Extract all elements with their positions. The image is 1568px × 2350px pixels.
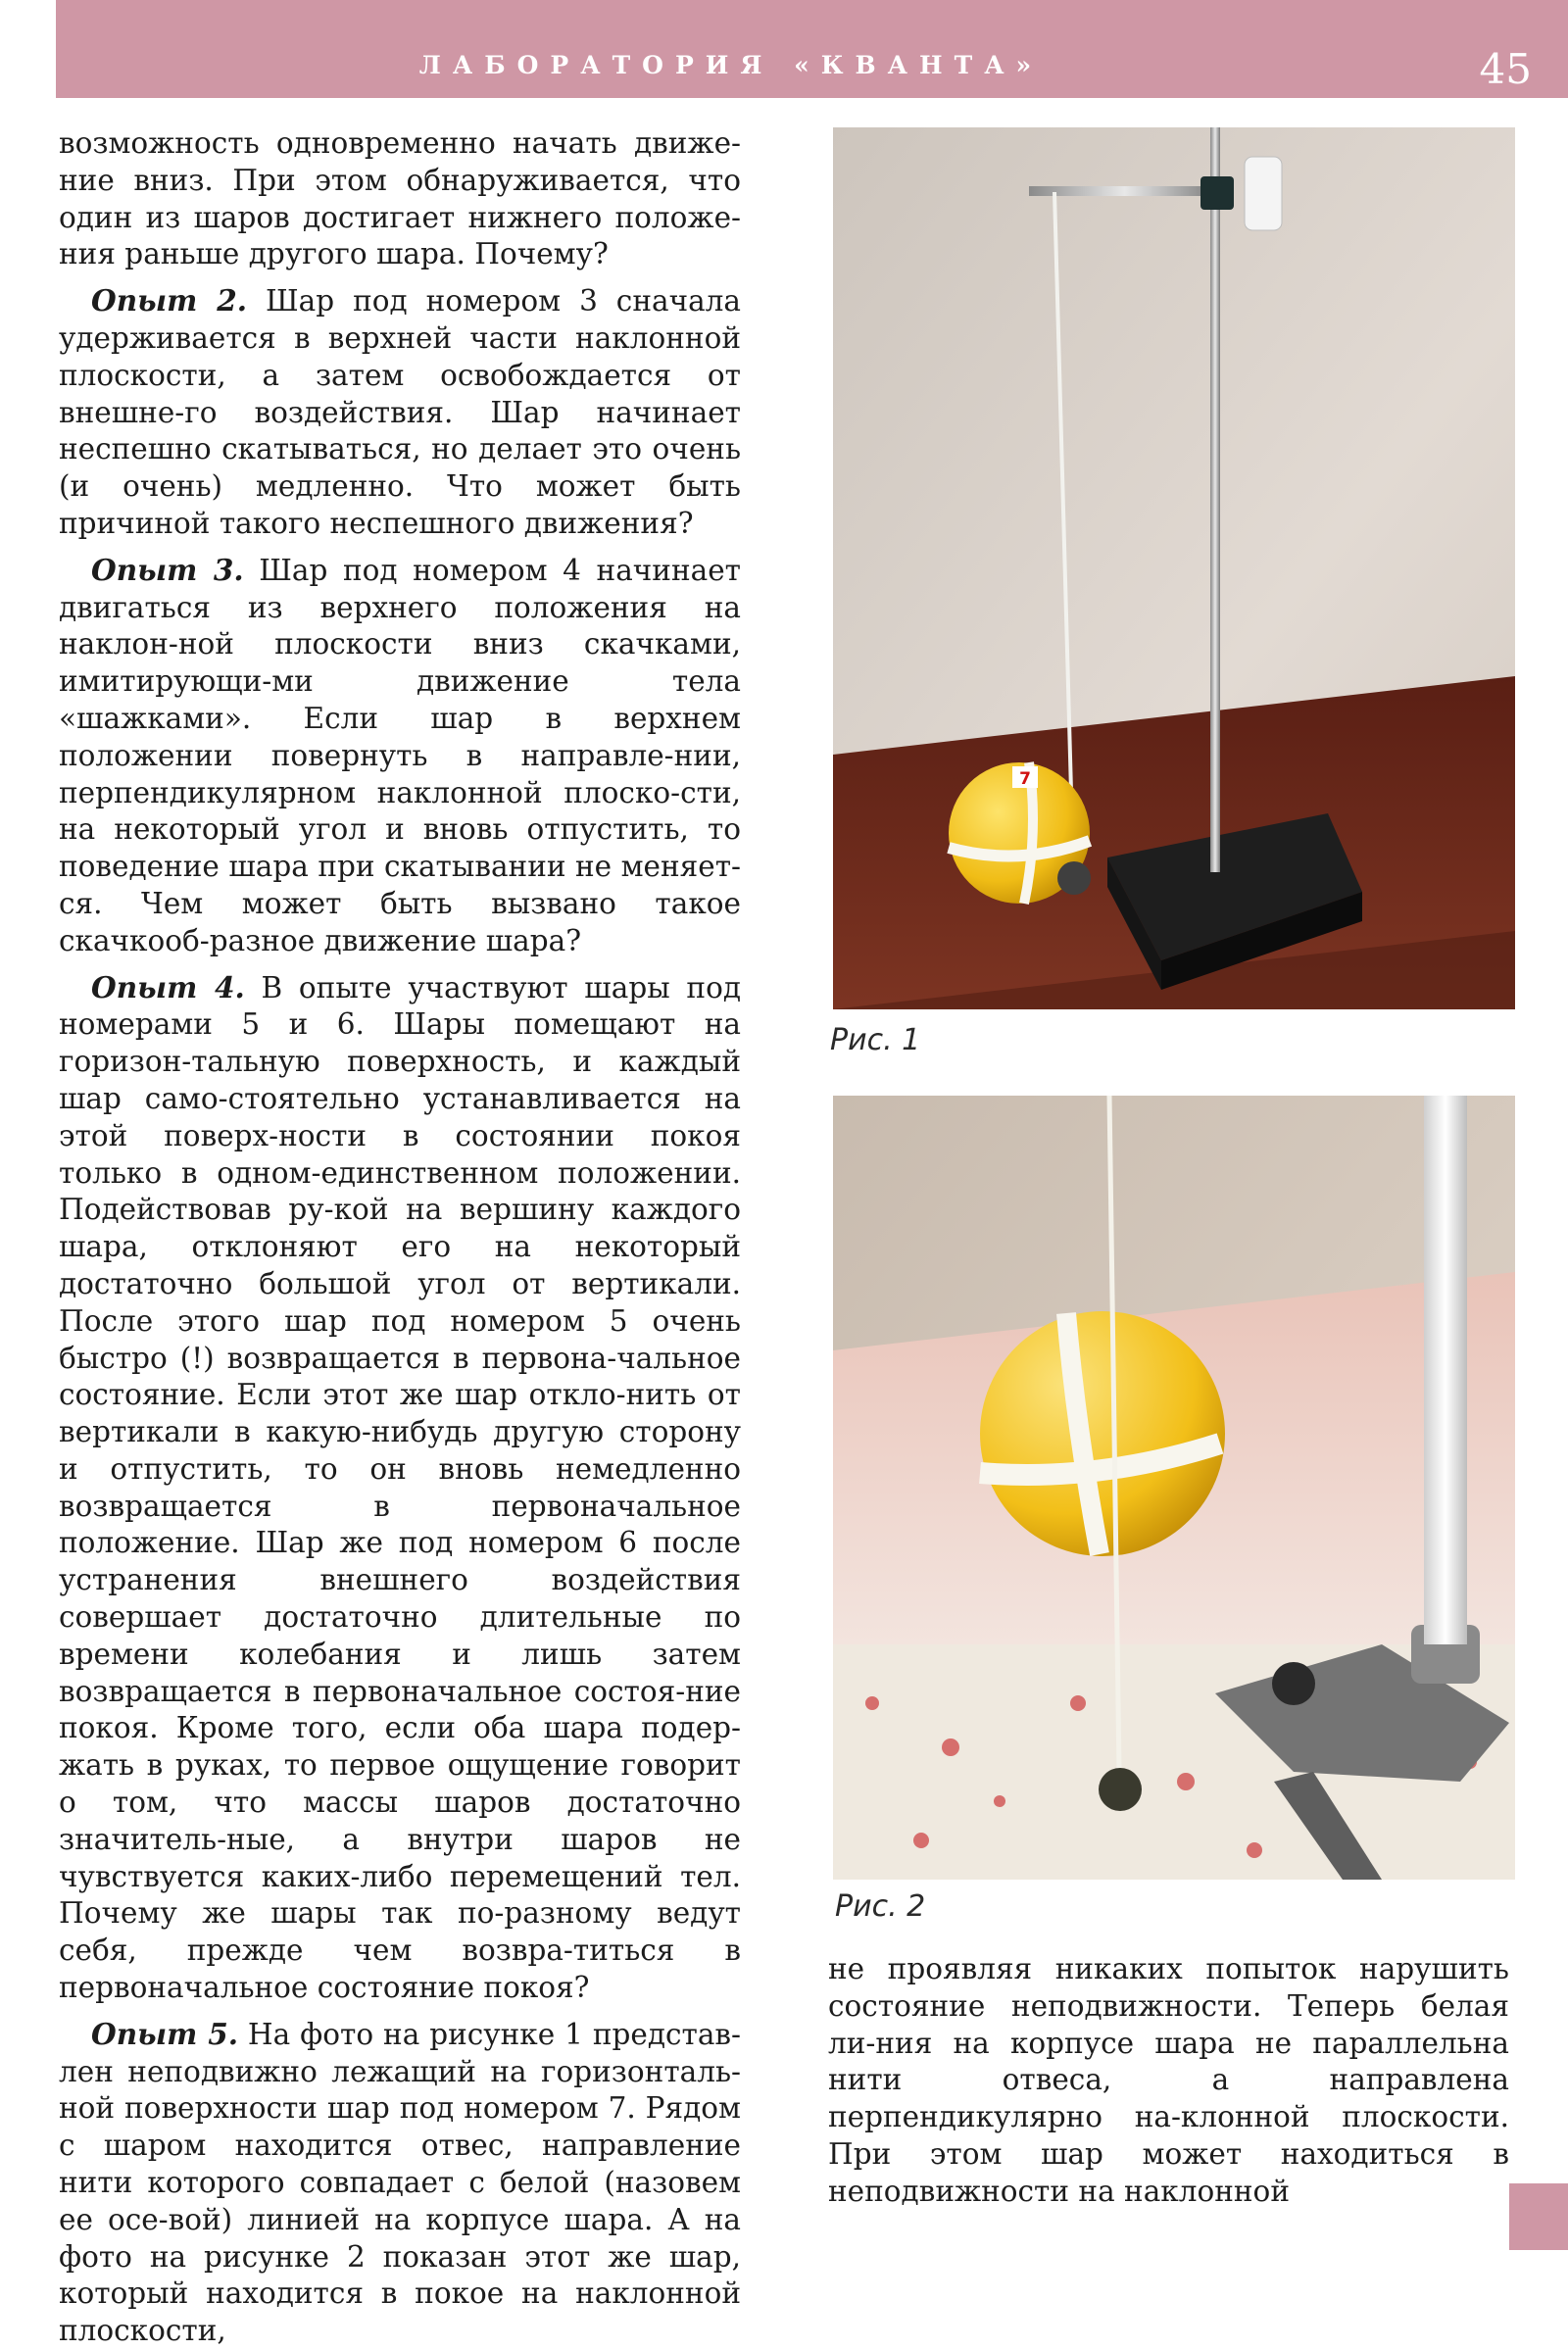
paragraph-experiment-5 <box>59 2016 741 2350</box>
figure-2-illustration <box>833 1096 1515 1880</box>
experiment-label: Опыт 2. <box>91 283 248 318</box>
page-header <box>56 0 1568 98</box>
figure-2-caption: Рис. 2 <box>835 1889 926 1924</box>
left-column <box>59 125 741 2350</box>
paragraph-continuation <box>828 1951 1509 2211</box>
page-corner-tab <box>1509 2183 1568 2250</box>
plumb-bob <box>1057 861 1091 895</box>
clamp-knob <box>1245 157 1282 230</box>
paragraph-text: Шар под номером 3 сначала удерживается в верхней части наклонной плоскости, а затем освобождается от внешне-го воздействия. Шар начинает неспешно скатываться, но делает это очень (и очень) медленно. Что может быть причиной такого неспешного движения? <box>59 284 741 540</box>
stand-arm <box>1029 186 1220 196</box>
paragraph-experiment-4 <box>59 969 741 2007</box>
paragraph-text: В опыте участвуют шары под номерами 5 и 6. Шары помещают на горизон-тальную поверхность, и каждый шар само-стоятельно устанавливается на этой поверх-ности в состоянии покоя только в одном-единственном положении. Подействовав ру-кой на вершину каждого шара, отклоняют его на некоторый достаточно большой угол от вертикали. После этого шар под номером 5 очень быстро (!) возвращается в первона-чальное состояние. Если этот же шар откло-нить от вертикали в какую-нибудь другую сторону и отпустить, то он вновь немедленно возвращается в первоначальное положение. Шар же под номером 6 после устранения внешнего воздействия совершает достаточно длительные по времени колебания и лишь затем возвращается в первоначальное состоя-ние покоя. Кроме того, если оба шара подер-жать в руках, то первое ощущение говорит о том, что массы шаров достаточно значитель-ные, а внутри шаров не чувствуется каких-либо перемещений тел. Почему же шары так по-разному ведут себя, прежде чем возвра-титься в первоначальное состояние покоя? <box>59 970 741 2005</box>
plumb-bob <box>1099 1768 1142 1811</box>
experiment-label: Опыт 3. <box>91 552 244 587</box>
paragraph-experiment-2 <box>59 282 741 543</box>
figure-1-caption: Рис. 1 <box>830 1023 921 1057</box>
experiment-label: Опыт 4. <box>91 969 245 1004</box>
figure-1-illustration <box>833 127 1515 1009</box>
experiment-label: Опыт 5. <box>91 2016 238 2051</box>
stand-clamp <box>1200 176 1234 210</box>
stand-screw <box>1272 1662 1315 1705</box>
stand-pole <box>1424 1096 1467 1644</box>
page-number: 45 <box>1479 45 1532 93</box>
figure-2-photo <box>833 1096 1515 1880</box>
figure-1-photo <box>833 127 1515 1009</box>
paragraph-text: На фото на рисунке 1 представ-лен неподвижно лежащий на горизонталь-ной поверхности шар под номером 7. Рядом с шаром находится отвес, направление нити которого совпадает с белой (назовем ее осе-вой) линией на корпусе шара. А на фото на рисунке 2 показан этот же шар, который находится в покое на наклонной плоскости, <box>59 2017 741 2348</box>
stand-rod <box>1210 127 1220 872</box>
paragraph-continuation <box>59 125 741 273</box>
ball-number: 7 <box>1019 769 1031 789</box>
paragraph-experiment-3 <box>59 552 741 960</box>
paragraph-text: не проявляя никаких попыток нарушить состояние неподвижности. Теперь белая ли-ния на корпусе шара не параллельна нити отвеса, а направлена перпендикулярно на-клонной плоскости. При этом шар может находиться в неподвижности на наклонной <box>828 1952 1509 2208</box>
paragraph-text: Шар под номером 4 начинает двигаться из верхнего положения на наклон-ной плоскости вниз скачками, имитирующи-ми движение тела «шажками». Если шар в верхнем положении повернуть в направле-нии, перпендикулярном наклонной плоско-сти, на некоторый угол и вновь отпустить, то поведение шара при скатывании не меняет-ся. Чем может быть вызвано такое скачкооб-разное движение шара? <box>59 553 741 957</box>
paragraph-text: возможность одновременно начать движе-ние вниз. При этом обнаруживается, что один из шаров достигает нижнего положе-ния раньше другого шара. Почему? <box>59 126 741 271</box>
right-column <box>828 1951 1509 2211</box>
section-title: ЛАБОРАТОРИЯ «КВАНТА» <box>418 51 1044 79</box>
